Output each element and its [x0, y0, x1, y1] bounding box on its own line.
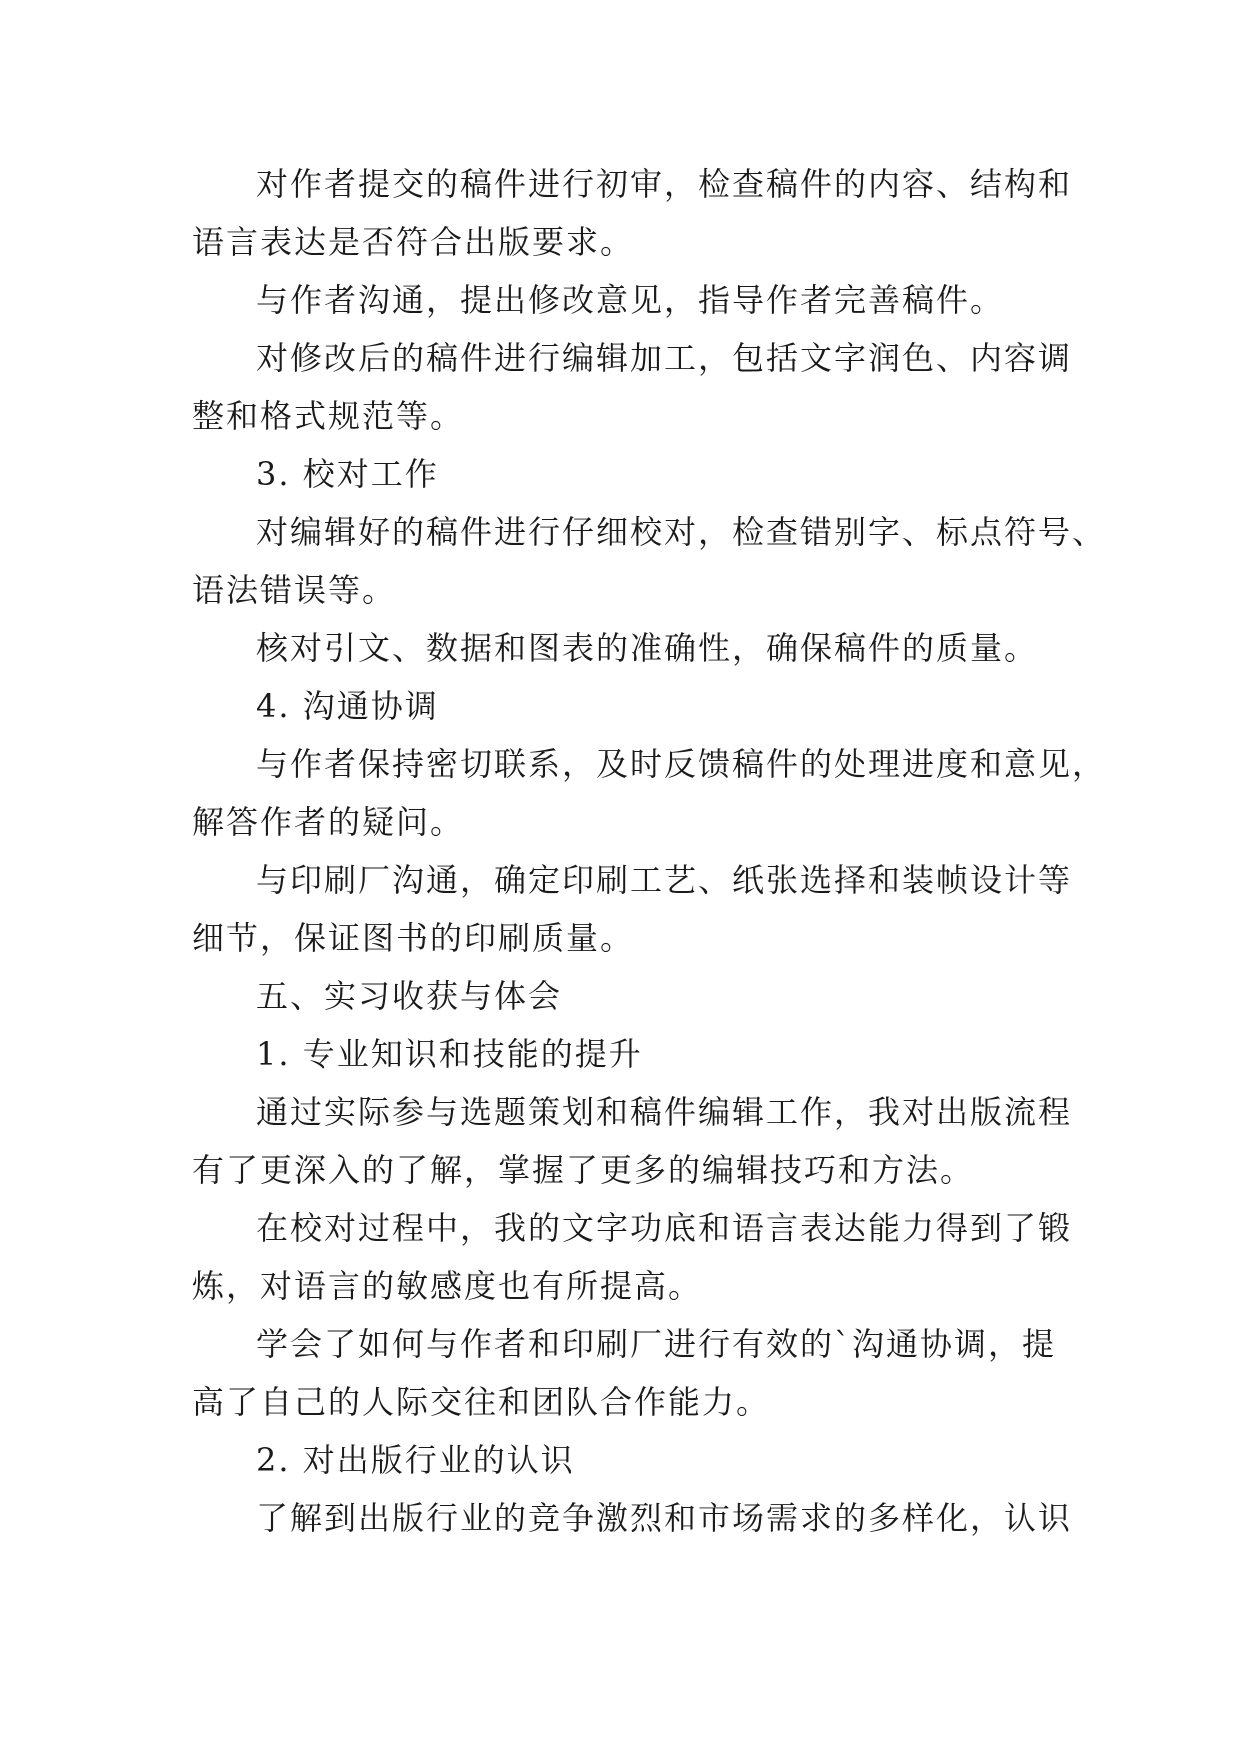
paragraph-line: 整和格式规范等。 — [192, 397, 465, 435]
paragraph-line: 炼，对语言的敏感度也有所提高。 — [192, 1267, 703, 1305]
chapter-heading: 五、实习收获与体会 — [256, 977, 563, 1015]
paragraph-line: 高了自己的人际交往和团队合作能力。 — [192, 1383, 771, 1421]
paragraph-line: 解答作者的疑问。 — [192, 803, 465, 841]
paragraph-line: 对作者提交的稿件进行初审，检查稿件的内容、结构和 — [256, 165, 1073, 203]
paragraph-line: 语言表达是否符合出版要求。 — [192, 223, 635, 261]
section-heading: 4. 沟通协调 — [256, 687, 439, 725]
paragraph-line: 有了更深入的了解，掌握了更多的编辑技巧和方法。 — [192, 1151, 975, 1189]
paragraph-line: 了解到出版行业的竞争激烈和市场需求的多样化，认识 — [256, 1499, 1073, 1537]
paragraph-line: 与印刷厂沟通，确定印刷工艺、纸张选择和装帧设计等 — [256, 861, 1073, 899]
paragraph-line: 语法错误等。 — [192, 571, 397, 609]
paragraph-line: 通过实际参与选题策划和稿件编辑工作，我对出版流程 — [256, 1093, 1073, 1131]
paragraph-line: 在校对过程中，我的文字功底和语言表达能力得到了锻 — [256, 1209, 1073, 1247]
section-heading: 1. 专业知识和技能的提升 — [256, 1035, 643, 1073]
section-heading: 3. 校对工作 — [256, 455, 439, 493]
paragraph-line: 核对引文、数据和图表的准确性，确保稿件的质量。 — [256, 629, 1039, 667]
paragraph-line: 学会了如何与作者和印刷厂进行有效的`沟通协调，提 — [256, 1325, 1057, 1363]
paragraph-line: 细节，保证图书的印刷质量。 — [192, 919, 635, 957]
paragraph-line: 与作者沟通，提出修改意见，指导作者完善稿件。 — [256, 281, 1005, 319]
paragraph-line: 对编辑好的稿件进行仔细校对，检查错别字、标点符号、 — [256, 513, 1107, 551]
paragraph-line: 对修改后的稿件进行编辑加工，包括文字润色、内容调 — [256, 339, 1073, 377]
paragraph-line: 与作者保持密切联系，及时反馈稿件的处理进度和意见， — [256, 745, 1107, 783]
section-heading: 2. 对出版行业的认识 — [256, 1441, 575, 1479]
